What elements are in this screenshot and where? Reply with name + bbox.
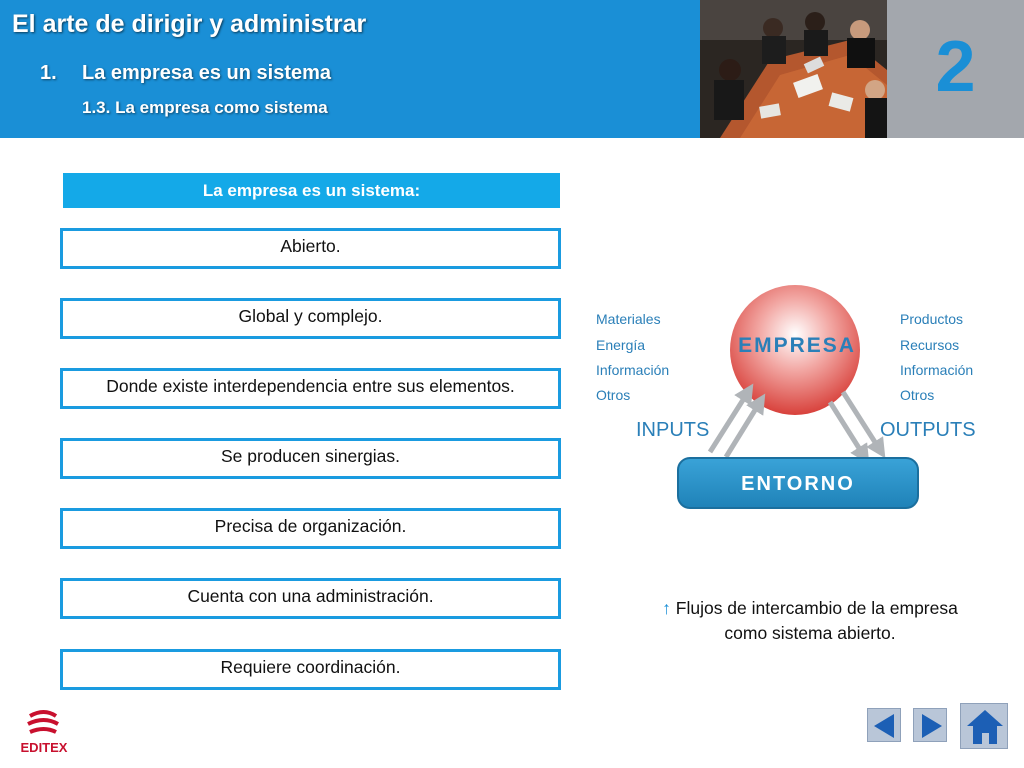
input-item: Energía [596, 337, 646, 353]
meeting-photo [700, 0, 887, 138]
section-title: La empresa es un sistema [82, 62, 332, 84]
input-arrow [710, 392, 748, 452]
list-item: Donde existe interdependencia entre sus elementos. [60, 368, 561, 409]
inputs-label: INPUTS [636, 419, 710, 441]
subsection-heading: 1.3. La empresa como sistema [82, 98, 328, 117]
svg-text:EDITEX: EDITEX [20, 740, 68, 755]
caption-text: Flujos de intercambio de la empresa como sistema abierto. [675, 598, 958, 643]
slide-header [0, 0, 1024, 138]
input-arrow [726, 402, 760, 457]
triangle-left-icon [868, 709, 902, 743]
list-item: Abierto. [60, 228, 561, 269]
slide-title: El arte de dirigir y administrar [12, 10, 367, 38]
list-title: La empresa es un sistema: [63, 173, 560, 208]
house-icon [961, 704, 1009, 750]
empresa-label: EMPRESA [738, 334, 856, 357]
list-item: Global y complejo. [60, 298, 561, 339]
output-item: Recursos [900, 337, 960, 353]
output-arrow [843, 392, 880, 450]
system-diagram [588, 270, 988, 520]
output-item: Información [900, 362, 974, 378]
home-button[interactable] [960, 703, 1008, 749]
input-item: Materiales [596, 311, 661, 327]
chapter-box [887, 0, 1024, 138]
section-heading [40, 62, 331, 85]
output-arrow [830, 402, 864, 456]
list-item: Requiere coordinación. [60, 649, 561, 690]
up-arrow-icon: ↑ [662, 598, 671, 618]
list-item: Cuenta con una administración. [60, 578, 561, 619]
editex-logo [8, 708, 80, 760]
section-number: 1. [40, 62, 57, 84]
triangle-right-icon [914, 709, 948, 743]
input-item: Información [596, 362, 670, 378]
output-item: Otros [900, 387, 935, 403]
diagram-caption [660, 596, 960, 646]
list-item: Precisa de organización. [60, 508, 561, 549]
input-item: Otros [596, 387, 631, 403]
outputs-label: OUTPUTS [880, 419, 976, 441]
previous-slide-button[interactable] [867, 708, 901, 742]
list-item: Se producen sinergias. [60, 438, 561, 479]
chapter-number: 2 [935, 27, 976, 107]
entorno-label: ENTORNO [741, 473, 855, 495]
next-slide-button[interactable] [913, 708, 947, 742]
output-item: Productos [900, 311, 964, 327]
